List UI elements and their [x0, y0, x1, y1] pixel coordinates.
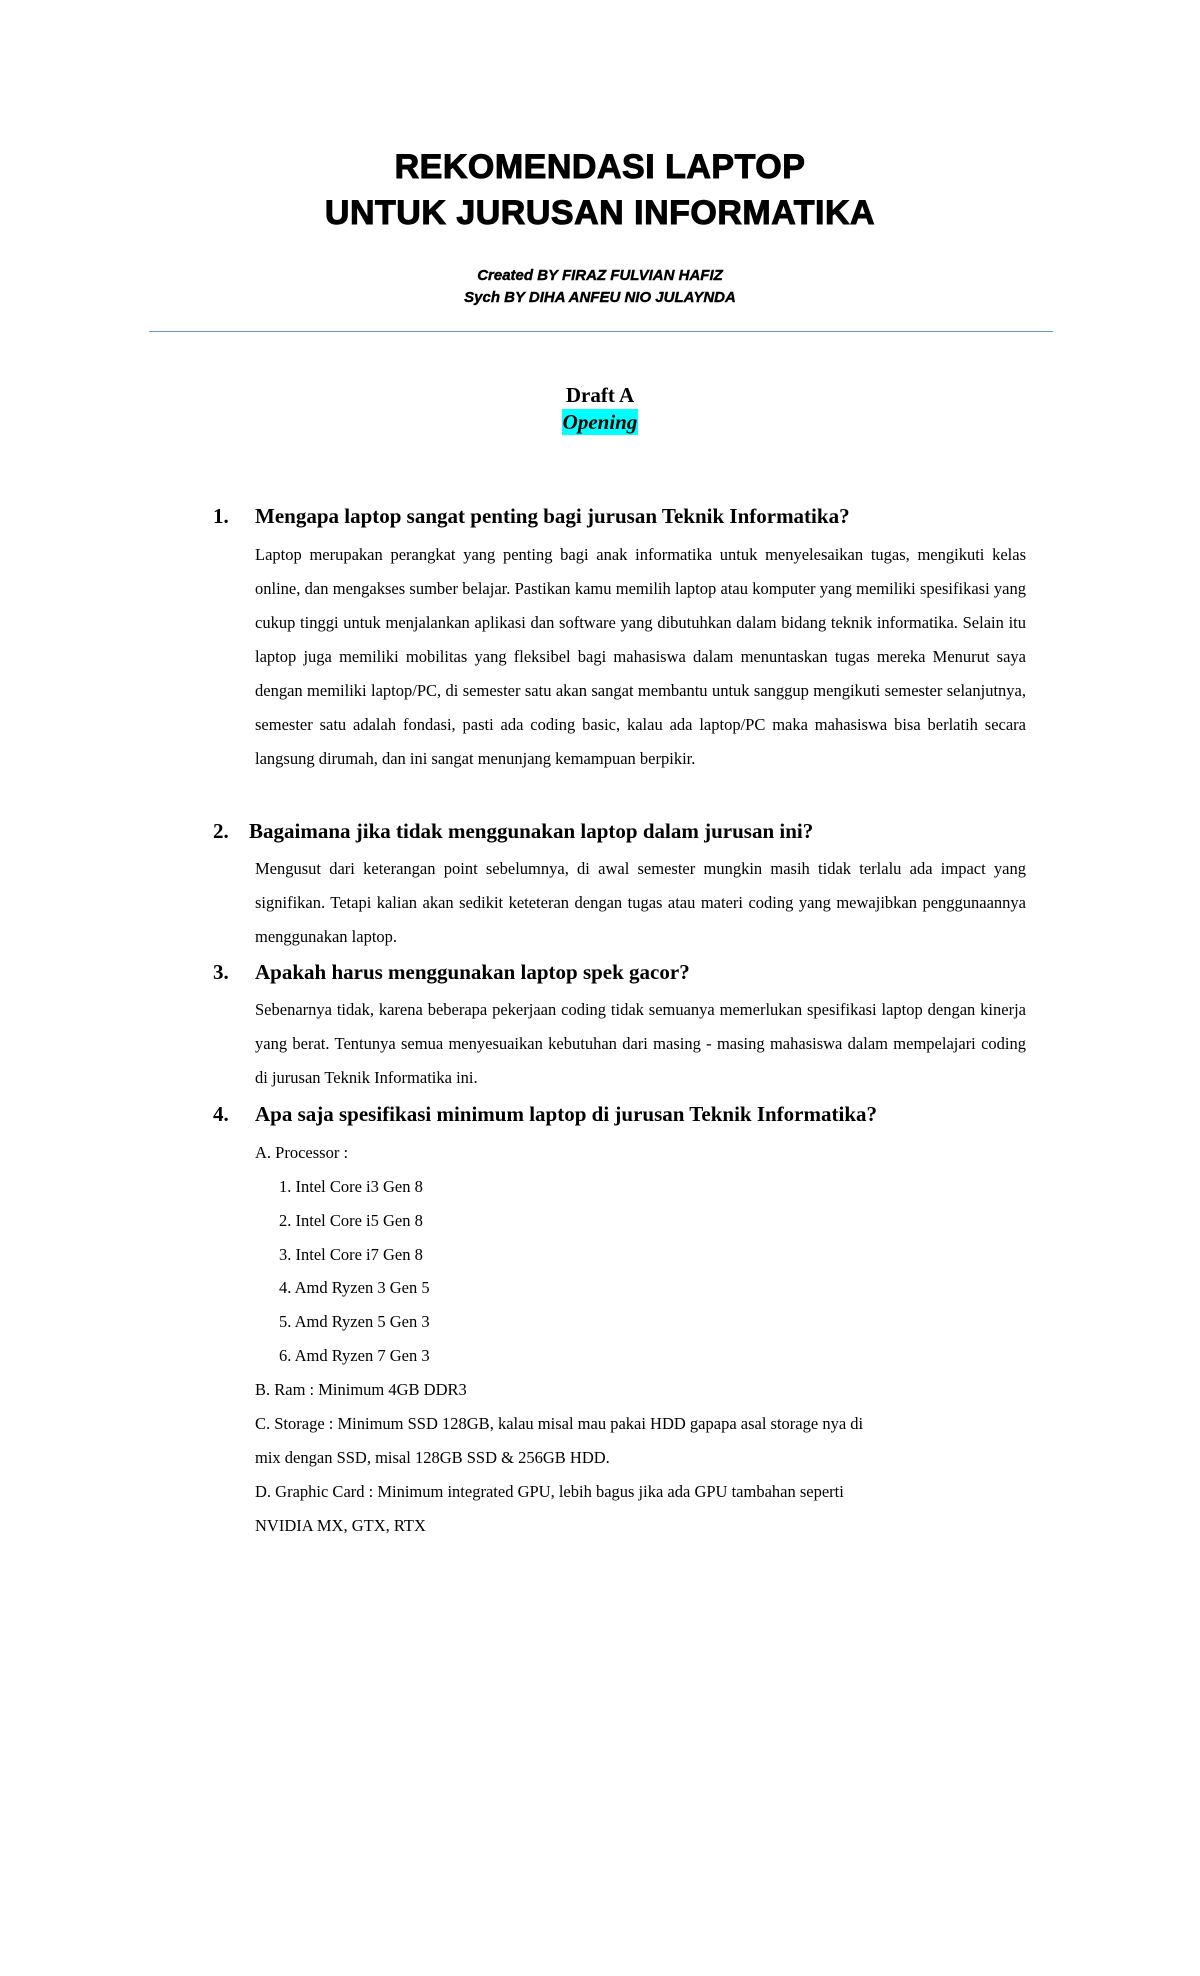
section-number: 3.	[213, 960, 229, 984]
section-question: Apa saja spesifikasi minimum laptop di jurusan Teknik Informatika?	[255, 1102, 877, 1126]
list-item: 5. Amd Ryzen 5 Gen 3	[279, 1312, 430, 1331]
section-question: Mengapa laptop sangat penting bagi jurusan Teknik Informatika?	[255, 504, 850, 528]
processor-label: A. Processor :	[255, 1143, 349, 1162]
title-line-1: REKOMENDASI LAPTOP	[394, 148, 806, 186]
section-number: 4.	[213, 1102, 229, 1126]
section-question: Bagaimana jika tidak menggunakan laptop dalam jurusan ini?	[249, 819, 814, 843]
section-1-heading	[213, 502, 850, 530]
document-title	[0, 144, 1200, 236]
section-3-heading	[213, 958, 690, 986]
sych-by: Sych BY DIHA ANFEU NIO JULAYNDA	[464, 289, 736, 306]
credits	[0, 265, 1200, 309]
section-number: 2.	[213, 819, 229, 843]
gpu-spec-line-2: NVIDIA MX, GTX, RTX	[255, 1516, 426, 1535]
gpu-spec-line-1: D. Graphic Card : Minimum integrated GPU, lebih bagus jika ada GPU tambahan seperti	[255, 1482, 844, 1501]
list-item: 2. Intel Core i5 Gen 8	[279, 1211, 423, 1230]
header-divider	[149, 331, 1053, 332]
section-1-answer: Laptop merupakan perangkat yang penting bagi anak informatika untuk menyelesaikan tugas, mengikuti kelas online, dan mengakses sumber belajar. Pastikan kamu memilih laptop atau komputer yang memiliki spesifikasi yang cukup tinggi untuk menjalankan aplikasi dan software yang dibutuhkan dalam bidang teknik informatika. Selain itu laptop juga memiliki mobilitas yang fleksibel bagi mahasiswa dalam menuntaskan tugas mereka Menurut saya dengan memiliki laptop/PC, di semester satu akan sangat membantu untuk sanggup mengikuti semester selanjutnya, semester satu adalah fondasi, pasti ada coding basic, kalau ada laptop/PC maka mahasiswa bisa berlatih secara langsung dirumah, dan ini sangat menunjang kemampuan berpikir.	[255, 545, 1026, 768]
list-item: 1. Intel Core i3 Gen 8	[279, 1177, 423, 1196]
section-3-answer: Sebenarnya tidak, karena beberapa pekerjaan coding tidak semuanya memerlukan spesifikasi laptop dengan kinerja yang berat. Tentunya semua menyesuaikan kebutuhan dari masing - masing mahasiswa dalam mempelajari coding di jurusan Teknik Informatika ini.	[255, 1000, 1026, 1087]
storage-spec-line-2: mix dengan SSD, misal 128GB SSD & 256GB HDD.	[255, 1448, 610, 1467]
opening-heading	[0, 409, 1200, 435]
list-item: 3. Intel Core i7 Gen 8	[279, 1245, 423, 1264]
title-line-2: UNTUK JURUSAN INFORMATIKA	[324, 194, 876, 232]
section-4-heading	[213, 1100, 877, 1128]
draft-label: Draft A	[565, 383, 635, 407]
list-item: 6. Amd Ryzen 7 Gen 3	[279, 1346, 430, 1365]
created-by: Created BY FIRAZ FULVIAN HAFIZ	[477, 267, 723, 284]
section-question: Apakah harus menggunakan laptop spek gacor?	[255, 960, 690, 984]
section-2-answer: Mengusut dari keterangan point sebelumnya, di awal semester mungkin masih tidak terlalu ada impact yang signifikan. Tetapi kalian akan sedikit keteteran dengan tugas atau materi coding yang mewajibkan penggunaannya menggunakan laptop.	[255, 859, 1026, 946]
section-number: 1.	[213, 504, 229, 528]
opening-label: Opening	[562, 410, 638, 434]
section-2-heading	[213, 817, 813, 845]
list-item: 4. Amd Ryzen 3 Gen 5	[279, 1278, 430, 1297]
storage-spec-line-1: C. Storage : Minimum SSD 128GB, kalau misal mau pakai HDD gapapa asal storage nya di	[255, 1414, 864, 1433]
ram-spec: B. Ram : Minimum 4GB DDR3	[255, 1380, 467, 1399]
